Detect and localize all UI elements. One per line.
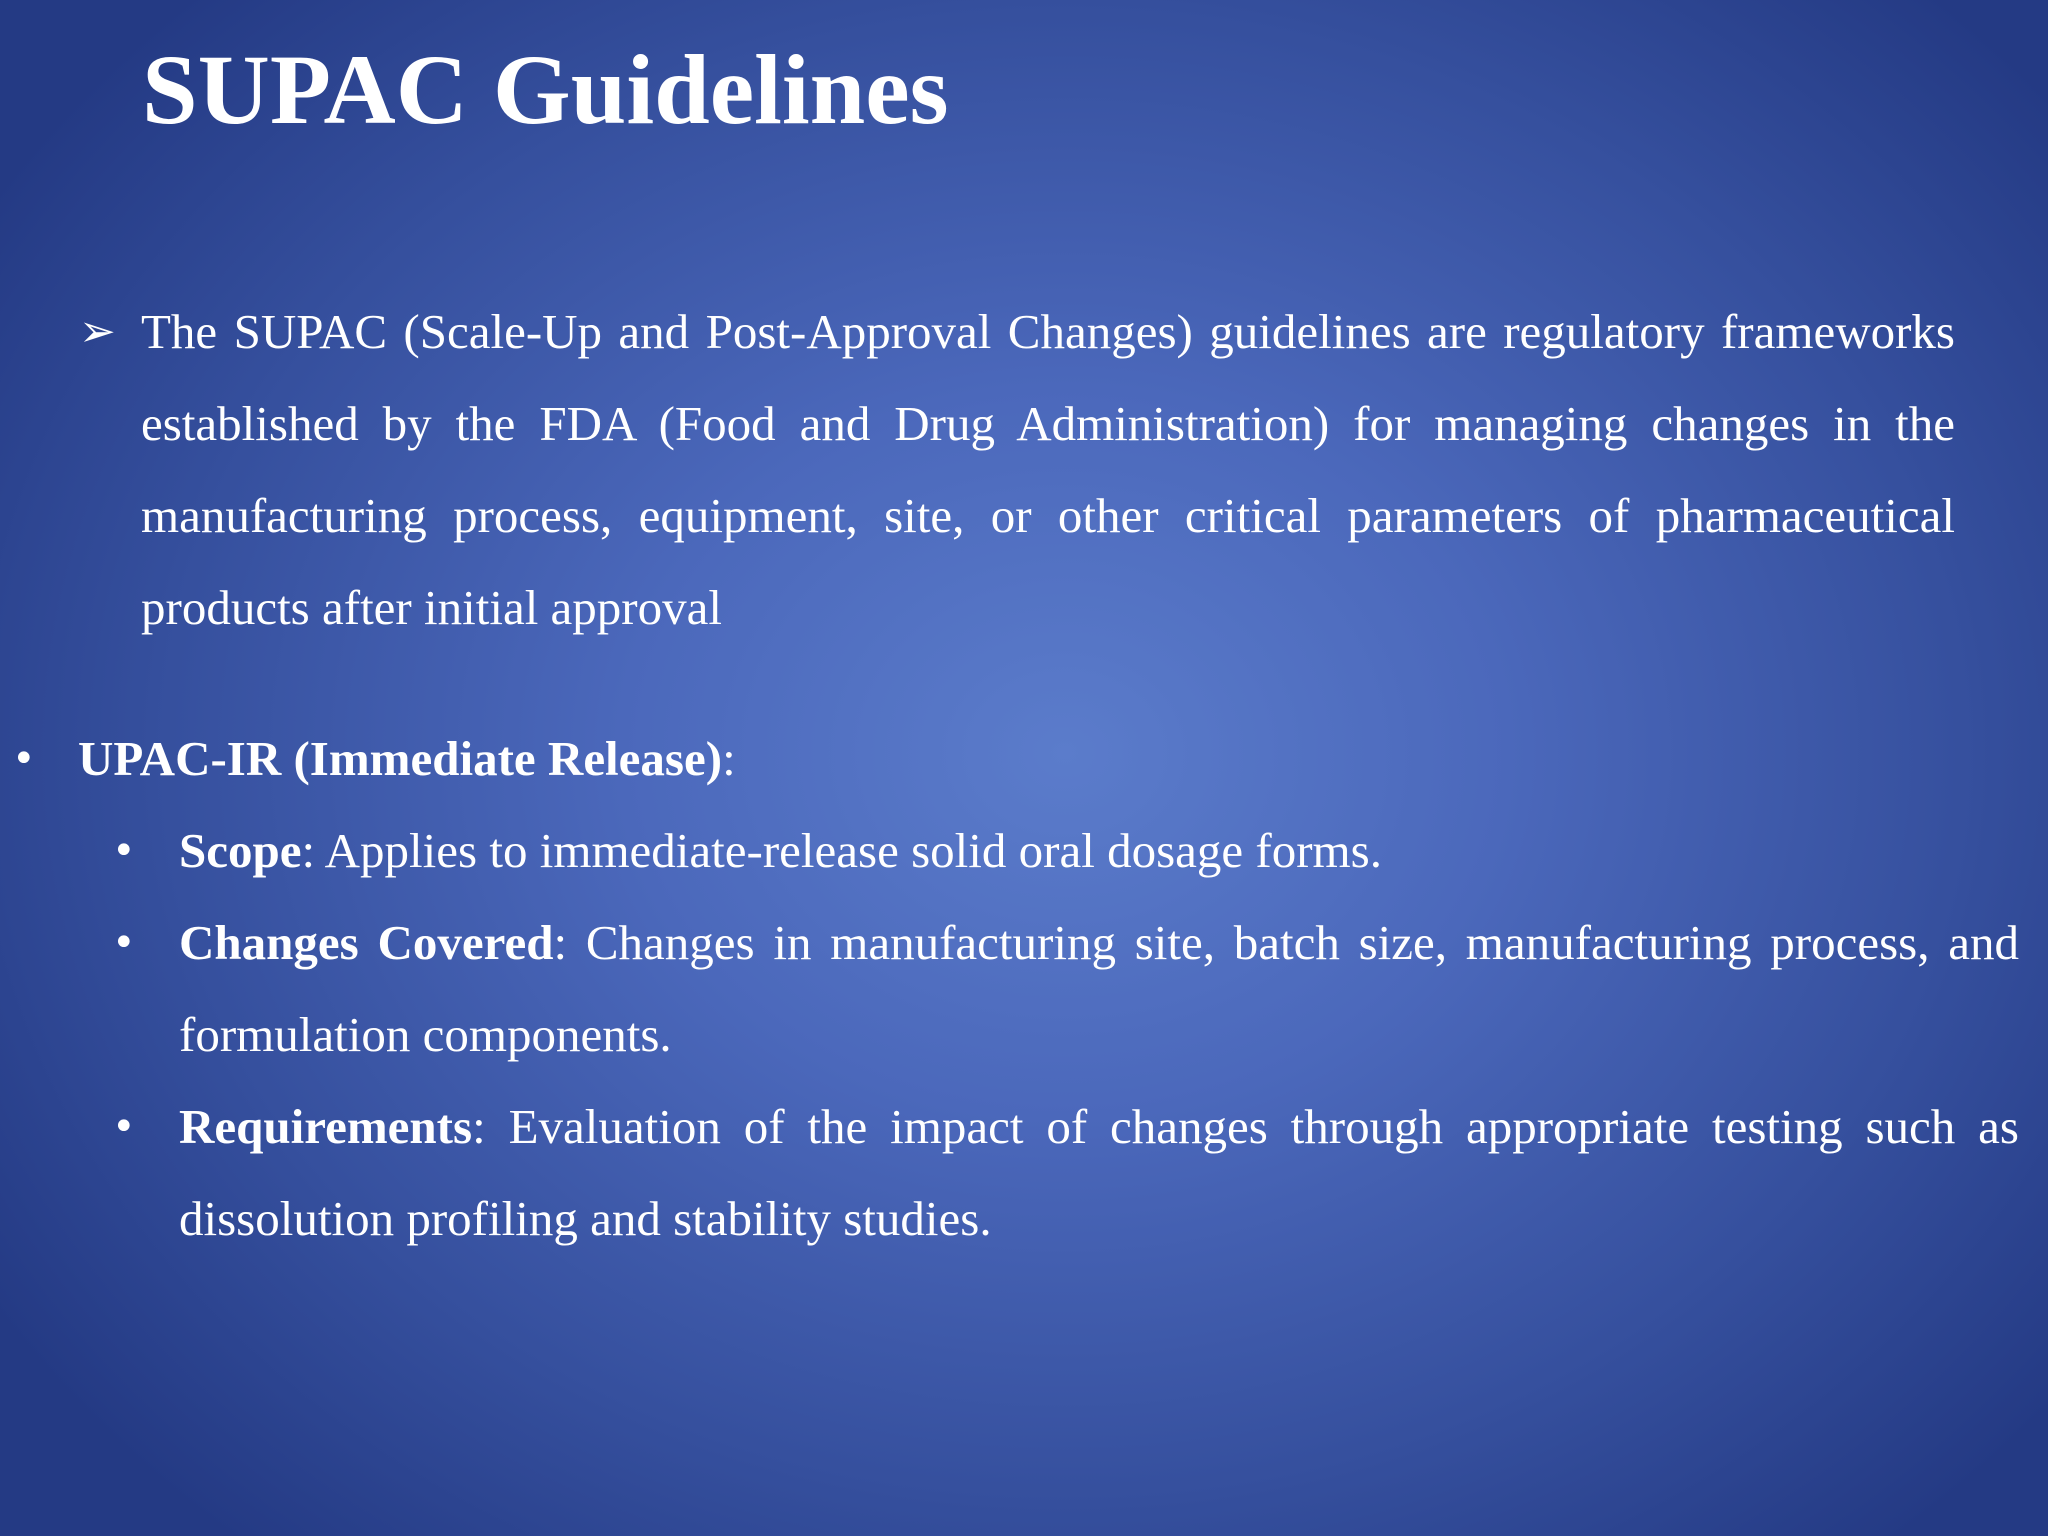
requirements-label: Requirements [179,1099,473,1154]
scope-text: Applies to immediate-release solid oral dosage forms. [324,823,1382,878]
section-title-colon: : [722,731,736,786]
intro-paragraph: The SUPAC (Scale-Up and Post-Approval Changes) guidelines are regulatory frameworks established by the FDA (Food and Drug Administration) for managing changes in the manufacturing process, equipment, site, or other critical parameters of pharmaceutical products after initial approval [141,304,1955,635]
changes-covered-bullet-icon: • [112,920,136,966]
requirements-bullet-icon: • [112,1104,136,1150]
requirements-separator: : [472,1099,509,1154]
scope-item [179,805,2019,897]
changes-covered-label: Changes Covered [179,915,554,970]
section-bullet-icon: • [12,736,36,782]
section-title-text: UPAC-IR (Immediate Release) [78,731,723,786]
changes-covered-text: Changes in manufacturing site, batch size, manufacturing process, and formulation components. [179,915,2019,1062]
scope-label: Scope [179,823,302,878]
scope-separator: : [301,823,325,878]
changes-covered-separator: : [553,915,586,970]
requirements-item [179,1081,2019,1265]
requirements-text: Evaluation of the impact of changes through appropriate testing such as dissolution profiling and stability studies. [179,1099,2019,1246]
scope-bullet-icon: • [112,828,136,874]
section-heading [78,713,736,805]
slide-title: SUPAC Guidelines [142,34,949,145]
arrow-bullet-icon: ➢ [79,306,116,357]
changes-covered-item [179,897,2019,1081]
